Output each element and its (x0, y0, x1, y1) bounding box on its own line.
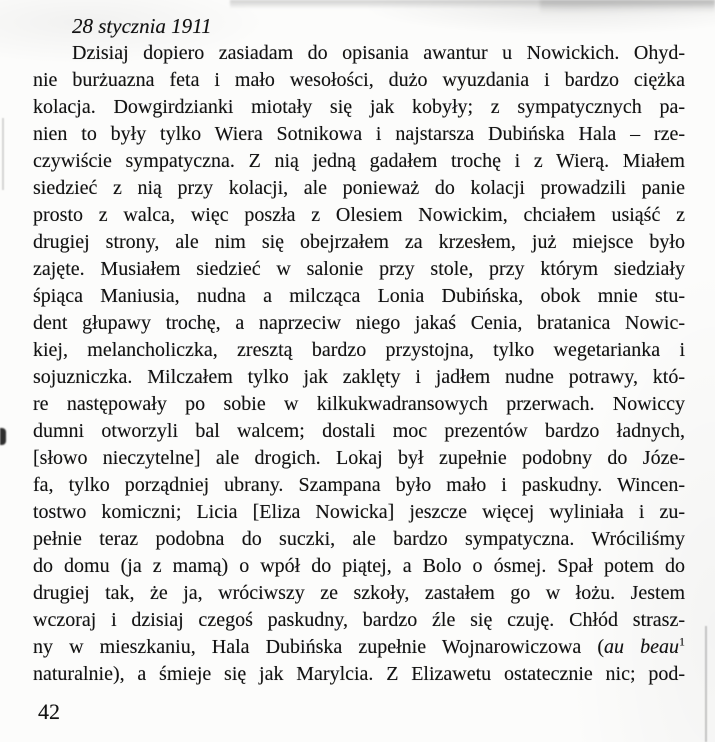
text-line: drugiej tak, że ja, wróciwszy ze szkoły, zastałem go w łożu. Jestem (33, 582, 685, 604)
text-line: tostwo komiczni; Licia [Eliza Nowicka] jeszcze więcej wyliniała i zu- (33, 501, 685, 523)
page-number: 42 (38, 699, 60, 724)
text-line: pełnie teraz podobna do suczki, ale bardzo sympatyczna. Wróciliśmy (33, 528, 685, 550)
text-line: czywiście sympatyczna. Z nią jedną gadałem trochę i z Wierą. Miałem (33, 150, 685, 172)
scan-artifact-top-band (230, 0, 715, 9)
scan-artifact-left-mark (0, 428, 6, 445)
text-line: nien to były tylko Wiera Sotnikowa i najstarsza Dubińska Hala – rze- (33, 123, 685, 145)
text-line: drugiej strony, ale nim się obejrzałem za krzesłem, już miejsce było (33, 231, 685, 253)
text-run: ny w mieszkaniu, Hala Dubińska zupełnie Wojnarowiczowa ( (33, 636, 605, 658)
text-line: siedzieć z nią przy kolacji, ale ponieważ do kolacji prowadzili panie (33, 177, 685, 199)
text-line: [słowo nieczytelne] ale drogich. Lokaj był zupełnie podobny do Józe- (33, 447, 685, 469)
scan-artifact-left-line (2, 118, 4, 190)
italic-phrase: au beau (604, 636, 679, 658)
entry-date-heading: 28 stycznia 1911 (72, 14, 212, 38)
text-line: nie burżuazna feta i mało wesołości, dużo wyuzdania i bardzo ciężka (33, 69, 685, 91)
text-line-with-footnote-marker (33, 634, 685, 661)
text-line: wczoraj i dzisiaj czegoś paskudny, bardzo źle się czuję. Chłód strasz- (33, 609, 685, 631)
text-line: re następowały po sobie w kilkukwadransowych przerwach. Nowiccy (33, 393, 685, 415)
footnote-marker: 1 (678, 634, 685, 649)
text-line: kolacja. Dowgirdzianki miotały się jak kobyły; z sympatycznych pa- (33, 96, 685, 118)
text-line: sojuzniczka. Milczałem tylko jak zaklęty i jadłem nudne potrawy, któ- (33, 366, 685, 388)
text-line: dent głupawy trochę, a naprzeciw niego jakaś Cenia, bratanica Nowic- (33, 312, 685, 334)
scan-artifact-right-line (705, 626, 707, 742)
text-line: prosto z walca, więc poszła z Olesiem Nowickim, chciałem usiąść z (33, 204, 685, 226)
text-line: zajęte. Musiałem siedzieć w salonie przy stole, przy którym siedziały (33, 258, 685, 280)
text-line: kiej, melancholiczka, zresztą bardzo przystojna, tylko wegetarianka i (33, 339, 685, 361)
text-line: fa, tylko porządniej ubrany. Szampana było mało i paskudny. Wincen- (33, 474, 685, 496)
text-line: naturalnie), a śmieje się jak Marylcia. Z Elizawetu ostatecznie nic; pod- (33, 663, 685, 685)
text-line: śpiąca Maniusia, nudna a milcząca Lonia Dubińska, obok mnie stu- (33, 285, 685, 307)
scan-artifact-top-band-right (540, 0, 715, 14)
text-line: Dzisiaj dopiero zasiadam do opisania awantur u Nowickich. Ohyd- (72, 42, 685, 64)
text-line: dumni otworzyli bal walcem; dostali moc prezentów bardzo ładnych, (33, 420, 685, 442)
text-line: do domu (ja z mamą) o wpół do piątej, a Bolo o ósmej. Spał potem do (33, 555, 685, 577)
diary-entry (33, 13, 685, 688)
